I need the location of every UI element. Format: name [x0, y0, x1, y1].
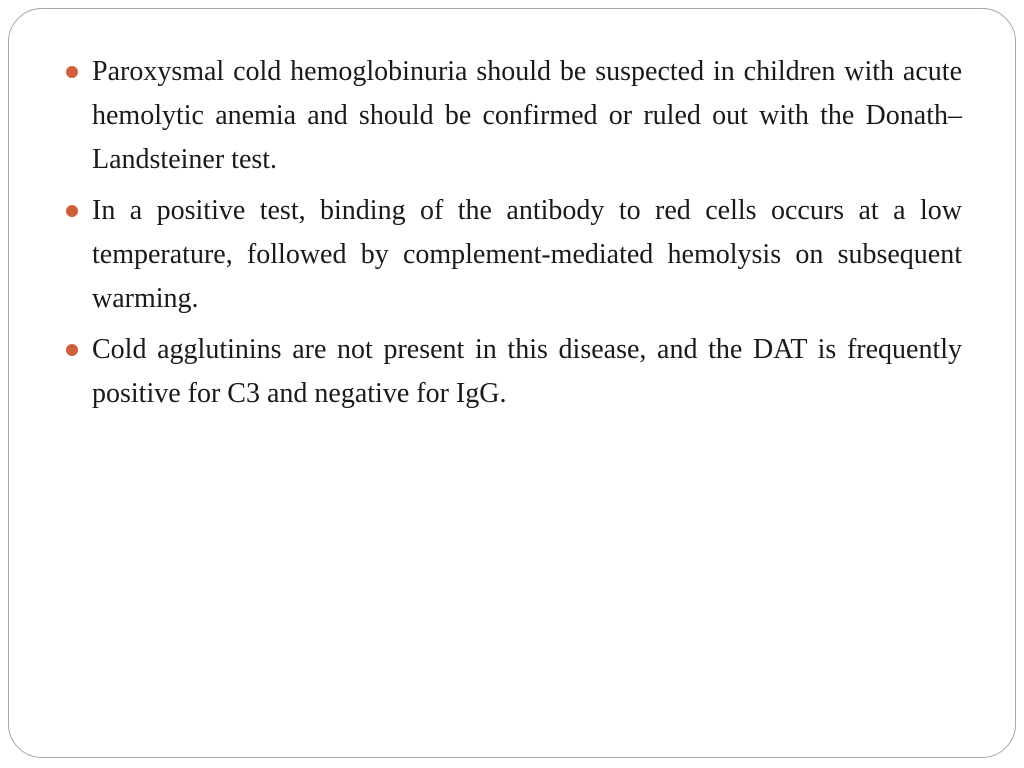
bullet-dot-icon [66, 205, 78, 217]
bullet-text: Cold agglutinins are not present in this disease, and the DAT is frequently positive for C3 and negative for IgG. [92, 334, 962, 409]
bullet-item [92, 328, 962, 416]
bullet-dot-icon [66, 66, 78, 78]
bullet-dot-icon [66, 344, 78, 356]
bullet-item [92, 50, 962, 182]
bullet-list [92, 50, 962, 423]
bullet-item [92, 189, 962, 321]
bullet-text: In a positive test, binding of the antibody to red cells occurs at a low temperature, followed by complement-mediated hemolysis on subsequent warming. [92, 195, 962, 314]
bullet-text: Paroxysmal cold hemoglobinuria should be suspected in children with acute hemolytic anemia and should be confirmed or ruled out with the Donath–Landsteiner test. [92, 56, 962, 175]
